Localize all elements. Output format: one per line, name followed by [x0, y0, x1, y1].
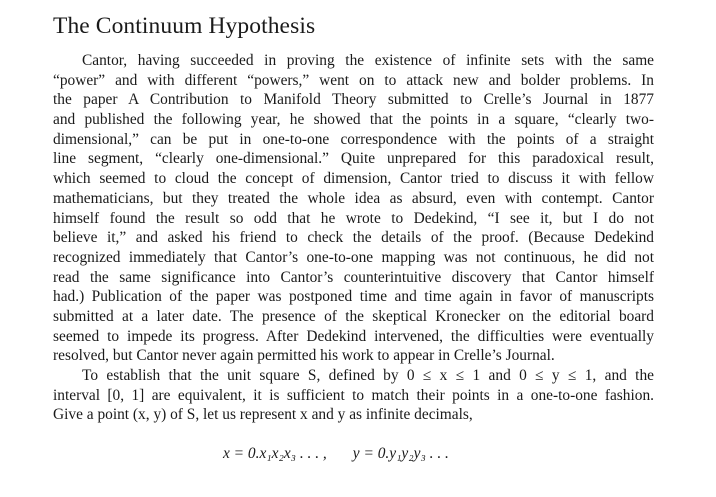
text-line: dimensional,” can be put in one-to-one correspondence with the points of a straight	[53, 130, 654, 148]
text-line: Cantor, having succeeded in proving the existence of infinite sets with the same	[82, 52, 654, 69]
text-line: line segment, “clearly one-dimensional.” Quite unprepared for this paradoxical result,	[53, 150, 654, 168]
text-line: believe it,” and asked his friend to check the details of the proof. (Because Dedekind	[53, 229, 654, 247]
text-line: recognized immediately that Cantor’s one-to-one mapping was not continuous, he did not	[53, 248, 654, 266]
paragraph-2	[53, 366, 654, 425]
text-line: mathematicians, but they treated the whole idea as absurd, even with contempt. Cantor	[53, 189, 654, 207]
decimal-equation	[53, 444, 716, 464]
text-line: had.) Publication of the paper was postponed time and time again in favor of manuscripts	[53, 288, 654, 306]
text-line: the paper A Contribution to Manifold Theory submitted to Crelle’s Journal in 1877	[53, 91, 654, 109]
text-line: submitted at a later date. The presence of the skeptical Kronecker on the editorial board	[53, 307, 654, 325]
text-line: and published the following year, he showed that the points in a square, “clearly two-	[53, 111, 654, 129]
text-line: “power” and with different “powers,” went on to attack new and bolder problems. In	[53, 71, 654, 89]
text-line: read the same significance into Cantor’s counterintuitive discovery that Cantor himself	[53, 268, 654, 286]
text-line: which seemed to cloud the concept of dimension, Cantor tried to discuss it with fellow	[53, 170, 654, 188]
text-line: resolved, but Cantor never again permitted his work to appear in Crelle’s Journal.	[53, 347, 555, 365]
text-line: seemed to impede its progress. After Dedekind intervened, the difficulties were eventually	[53, 327, 654, 345]
equation-x: x = 0.x₁x₂x₃ . . . ,	[223, 445, 327, 463]
section-title: The Continuum Hypothesis	[53, 13, 316, 39]
paragraph-1	[53, 51, 654, 366]
text-line: Give a point (x, y) of S, let us represent x and y as infinite decimals,	[53, 406, 473, 424]
text-line: himself found the result so odd that he wrote to Dedekind, “I see it, but I do not	[53, 209, 654, 227]
equation-y: y = 0.y₁y₂y₃ . . .	[352, 445, 449, 463]
text-line: interval [0, 1] are equivalent, it is sufficient to match their points in a one-to-one fashion.	[53, 386, 654, 404]
text-line: To establish that the unit square S, defined by 0 ≤ x ≤ 1 and 0 ≤ y ≤ 1, and the	[82, 367, 654, 384]
